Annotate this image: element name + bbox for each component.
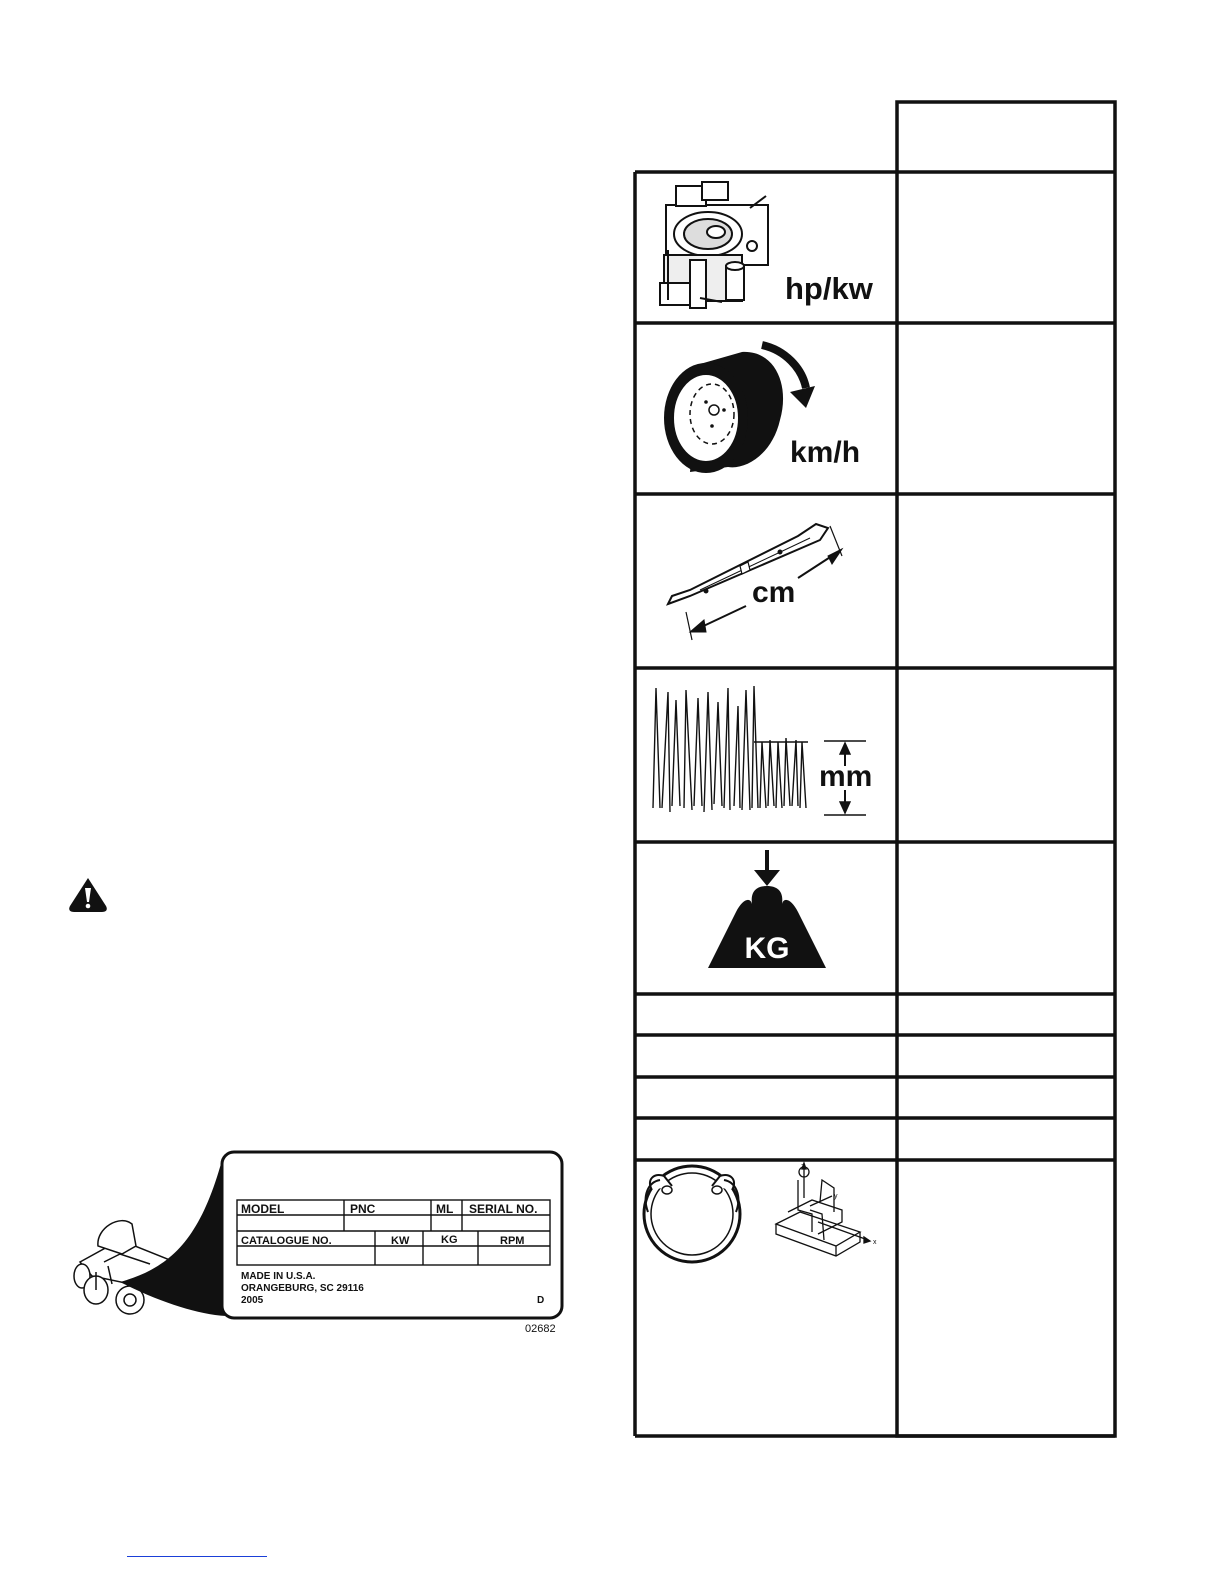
- unit-hp-kw: hp/kw: [785, 271, 873, 306]
- plate-city: ORANGEBURG, SC 29116: [241, 1283, 364, 1294]
- plate-serial-label: SERIAL NO.: [469, 1202, 538, 1216]
- axis-x-label: x: [873, 1239, 877, 1246]
- steering-wheel-icon: [644, 1166, 740, 1262]
- plate-ml-label: ML: [436, 1202, 454, 1216]
- plate-code: D: [537, 1295, 545, 1306]
- unit-cm: cm: [752, 576, 796, 609]
- plate-year: 2005: [241, 1295, 264, 1306]
- engine-icon: [660, 182, 768, 308]
- plate-pnc-label: PNC: [350, 1202, 376, 1216]
- plate-kg-label: KG: [441, 1234, 458, 1246]
- plate-kw-label: KW: [391, 1235, 410, 1247]
- plate-made-in: MADE IN U.S.A.: [241, 1271, 316, 1282]
- plate-model-label: MODEL: [241, 1202, 285, 1216]
- axis-y-label: y: [834, 1193, 838, 1200]
- warning-triangle-icon: [69, 878, 107, 912]
- grass-height-icon: [653, 686, 866, 815]
- axis-z-label: z: [801, 1163, 805, 1170]
- plate-rpm-label: RPM: [500, 1235, 525, 1247]
- unit-km-h: km/h: [790, 436, 861, 469]
- plate-catalogue-label: CATALOGUE NO.: [241, 1235, 332, 1247]
- seat-axes-icon: [776, 1163, 870, 1256]
- unit-mm: mm: [819, 760, 873, 793]
- unit-kg: KG: [744, 932, 790, 965]
- figure-number: 02682: [525, 1323, 556, 1335]
- vibration-steering-seat-icon: [644, 1163, 870, 1262]
- footer-link-underline[interactable]: [127, 1556, 267, 1557]
